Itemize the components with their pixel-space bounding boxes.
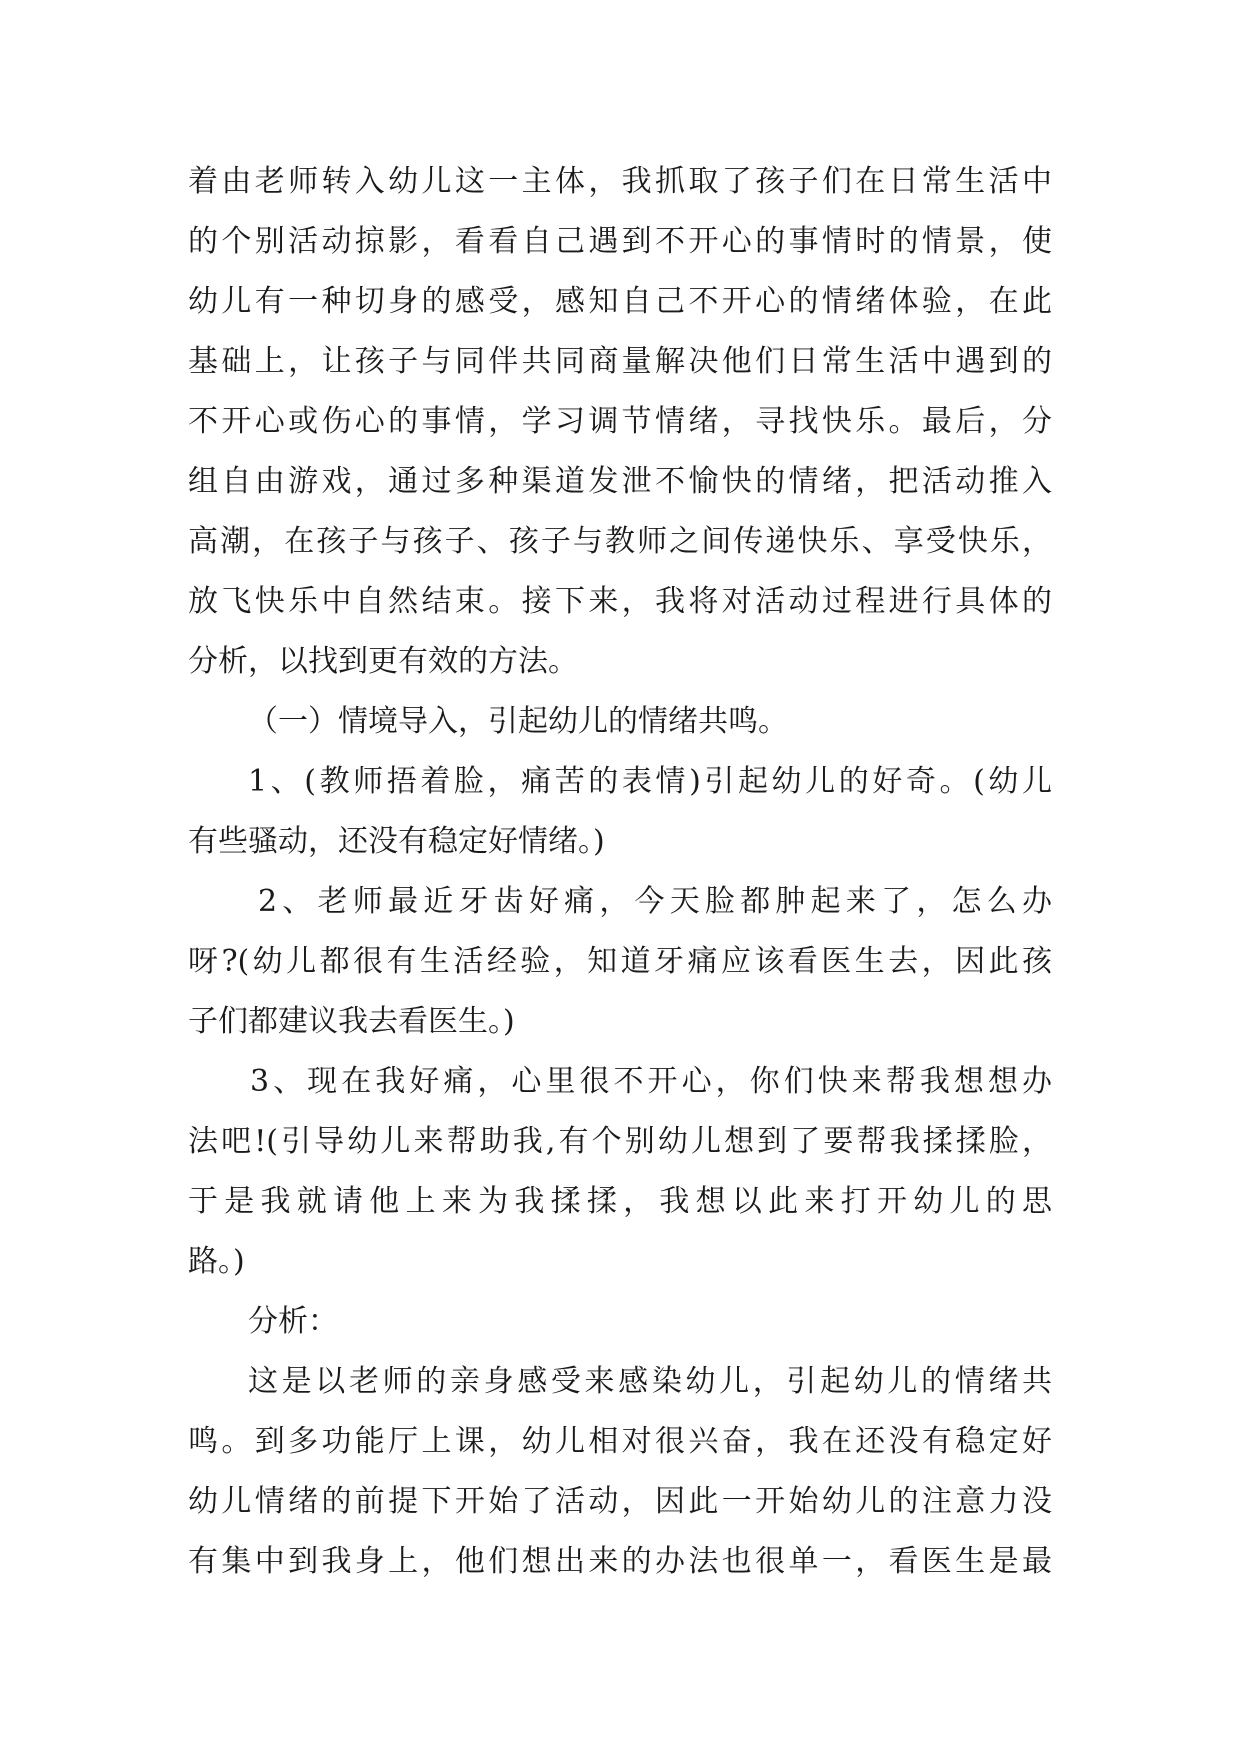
document-body (188, 152, 1052, 1592)
text-line: 鸣。到多功能厅上课，幼儿相对很兴奋，我在还没有稳定好 (188, 1424, 1052, 1459)
text-line: 有集中到我身上，他们想出来的办法也很单一，看医生是最 (188, 1544, 1052, 1579)
text-line: 高潮，在孩子与孩子、孩子与教师之间传递快乐、享受快乐， (188, 524, 1052, 559)
list-item-3: 3、现在我好痛，心里很不开心，你们快来帮我想想办 (250, 1064, 1052, 1099)
text-line: 有些骚动，还没有稳定好情绪。) (188, 824, 605, 859)
text-line: 放飞快乐中自然结束。接下来，我将对活动过程进行具体的 (188, 584, 1052, 619)
analysis-label: 分析： (248, 1304, 338, 1339)
text-line: 分析，以找到更有效的方法。 (188, 644, 578, 679)
text-line: 于是我就请他上来为我揉揉，我想以此来打开幼儿的思 (188, 1184, 1052, 1219)
text-line: 基础上，让孩子与同伴共同商量解决他们日常生活中遇到的 (188, 344, 1052, 379)
text-line: 子们都建议我去看医生。) (188, 1004, 515, 1039)
text-line: 幼儿有一种切身的感受，感知自己不开心的情绪体验，在此 (188, 284, 1052, 319)
text-line: 组自由游戏，通过多种渠道发泄不愉快的情绪，把活动推入 (188, 464, 1052, 499)
text-line: 着由老师转入幼儿这一主体，我抓取了孩子们在日常生活中 (188, 164, 1052, 199)
list-item-1: 1、(教师捂着脸，痛苦的表情)引起幼儿的好奇。(幼儿 (248, 764, 1052, 799)
text-line: 路。) (188, 1244, 245, 1279)
section-heading: （一）情境导入，引起幼儿的情绪共鸣。 (248, 704, 788, 739)
text-line: 的个别活动掠影，看看自己遇到不开心的事情时的情景，使 (188, 224, 1052, 259)
list-item-2: 2、老师最近牙齿好痛，今天脸都肿起来了，怎么办 (258, 884, 1052, 919)
text-line: 幼儿情绪的前提下开始了活动，因此一开始幼儿的注意力没 (188, 1484, 1052, 1519)
analysis-paragraph: 这是以老师的亲身感受来感染幼儿，引起幼儿的情绪共 (248, 1364, 1052, 1399)
text-line: 不开心或伤心的事情，学习调节情绪，寻找快乐。最后，分 (188, 404, 1052, 439)
text-line: 法吧!(引导幼儿来帮助我,有个别幼儿想到了要帮我揉揉脸， (188, 1124, 1052, 1159)
text-line: 呀?(幼儿都很有生活经验，知道牙痛应该看医生去，因此孩 (188, 944, 1052, 979)
